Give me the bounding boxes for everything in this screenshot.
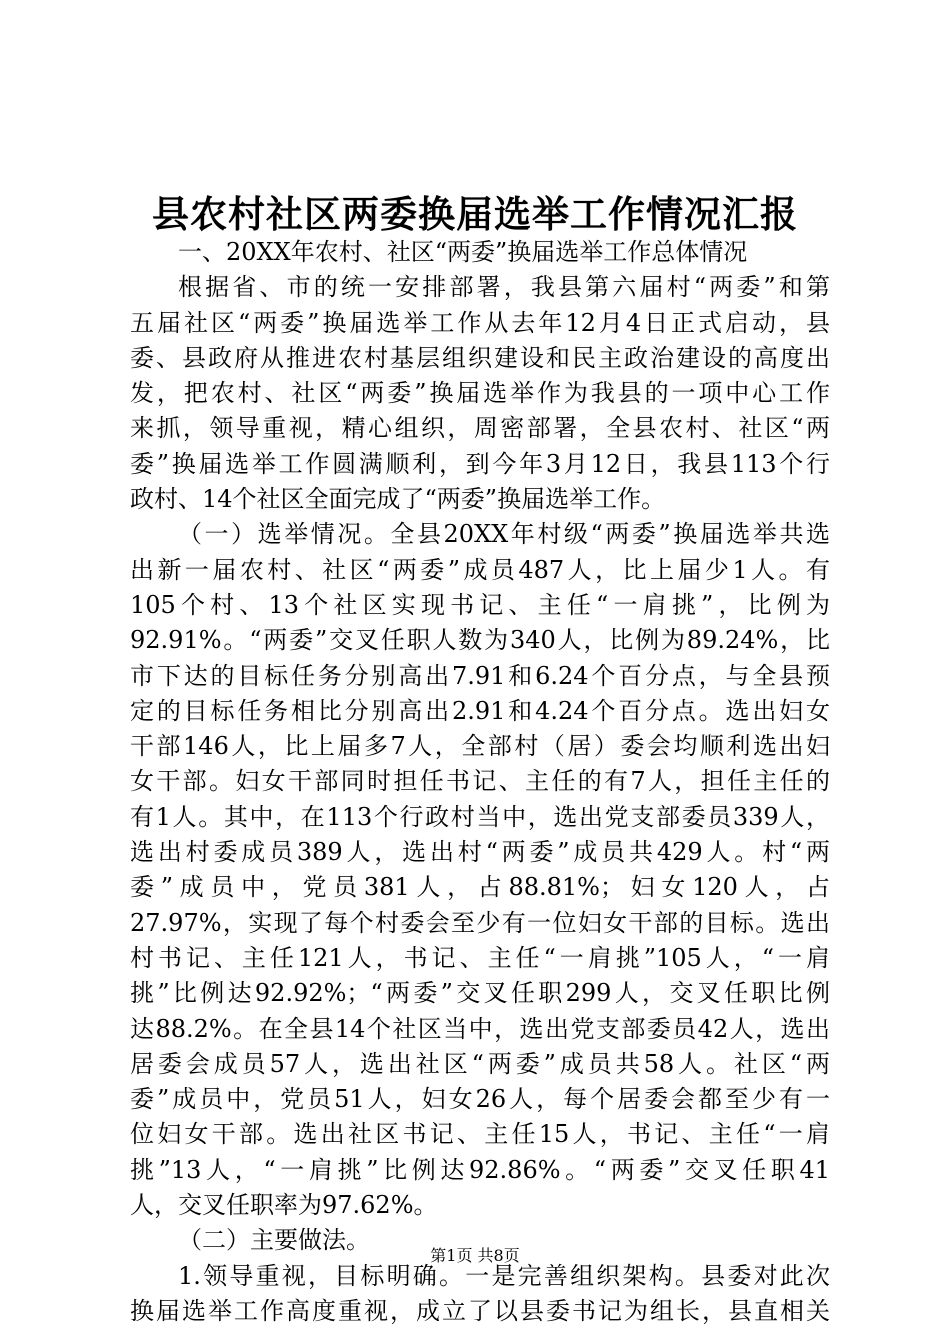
text-line: 人，交叉任职率为97.62%。 <box>130 1191 438 1220</box>
text-line: 委”成员中，党员51人，妇女26人，每个居委会都至少有一 <box>130 1085 830 1114</box>
text-line: 挑”13人，“一肩挑”比例达92.86%。“两委”交叉任职41 <box>130 1155 830 1184</box>
text-line: 委、县政府从推进农村基层组织建设和民主政治建设的高度出 <box>130 343 830 372</box>
text-line: 达88.2%。在全县14个社区当中，选出党支部委员42人，选出 <box>130 1014 830 1043</box>
text-line: 委”成员中，党员381人，占88.81%；妇女120人，占 <box>130 873 830 902</box>
text-line: （二）主要做法。 <box>178 1226 370 1255</box>
text-line: 换届选举工作高度重视，成立了以县委书记为组长，县直相关 <box>130 1296 830 1325</box>
text-line: 来抓，领导重视，精心组织，周密部署，全县农村、社区“两 <box>130 414 830 443</box>
text-line: 挑”比例达92.92%；“两委”交叉任职299人，交叉任职比例 <box>130 979 830 1008</box>
text-line: 干部146人，比上届多7人，全部村（居）委会均顺利选出妇 <box>130 732 830 761</box>
text-line: 92.91%。“两委”交叉任职人数为340人，比例为89.24%，比 <box>130 626 830 655</box>
text-line: 发，把农村、社区“两委”换届选举作为我县的一项中心工作 <box>130 379 830 408</box>
text-line: 位妇女干部。选出社区书记、主任15人，书记、主任“一肩 <box>130 1120 830 1149</box>
text-line: 村书记、主任121人，书记、主任“一肩挑”105人，“一肩 <box>130 943 830 972</box>
text-line: 选出村委成员389人，选出村“两委”成员共429人。村“两 <box>130 838 830 867</box>
text-line: 27.97%，实现了每个村委会至少有一位妇女干部的目标。选出 <box>130 908 830 937</box>
text-line: 定的目标任务相比分别高出2.91和4.24个百分点。选出妇女 <box>130 696 830 725</box>
page-footer: 第1页 共8页 <box>430 1246 520 1265</box>
text-line: 市下达的目标任务分别高出7.91和6.24个百分点，与全县预 <box>130 661 830 690</box>
text-line: 出新一届农村、社区“两委”成员487人，比上届少1人。有 <box>130 555 830 584</box>
text-line: （一）选举情况。全县20XX年村级“两委”换届选举共选 <box>178 520 830 549</box>
text-line: 居委会成员57人，选出社区“两委”成员共58人。社区“两 <box>130 1049 830 1078</box>
text-line: 有1人。其中，在113个行政村当中，选出党支部委员339人， <box>130 802 830 831</box>
text-line: 1.领导重视，目标明确。一是完善组织架构。县委对此次 <box>178 1261 830 1290</box>
text-line: 根据省、市的统一安排部署，我县第六届村“两委”和第 <box>178 273 830 302</box>
document-body <box>130 235 830 1329</box>
text-line: 一、20XX年农村、社区“两委”换届选举工作总体情况 <box>178 238 748 266</box>
text-line: 委”换届选举工作圆满顺利，到今年3月12日，我县113个行 <box>130 449 830 478</box>
text-line: 女干部。妇女干部同时担任书记、主任的有7人，担任主任的 <box>130 767 830 796</box>
text-line: 五届社区“两委”换届选举工作从去年12月4日正式启动，县 <box>130 308 830 337</box>
document-title: 县农村社区两委换届选举工作情况汇报 <box>152 192 798 236</box>
text-line: 政村、14个社区全面完成了“两委”换届选举工作。 <box>130 485 666 514</box>
text-line: 105个村、13个社区实现书记、主任“一肩挑”，比例为 <box>130 590 830 619</box>
